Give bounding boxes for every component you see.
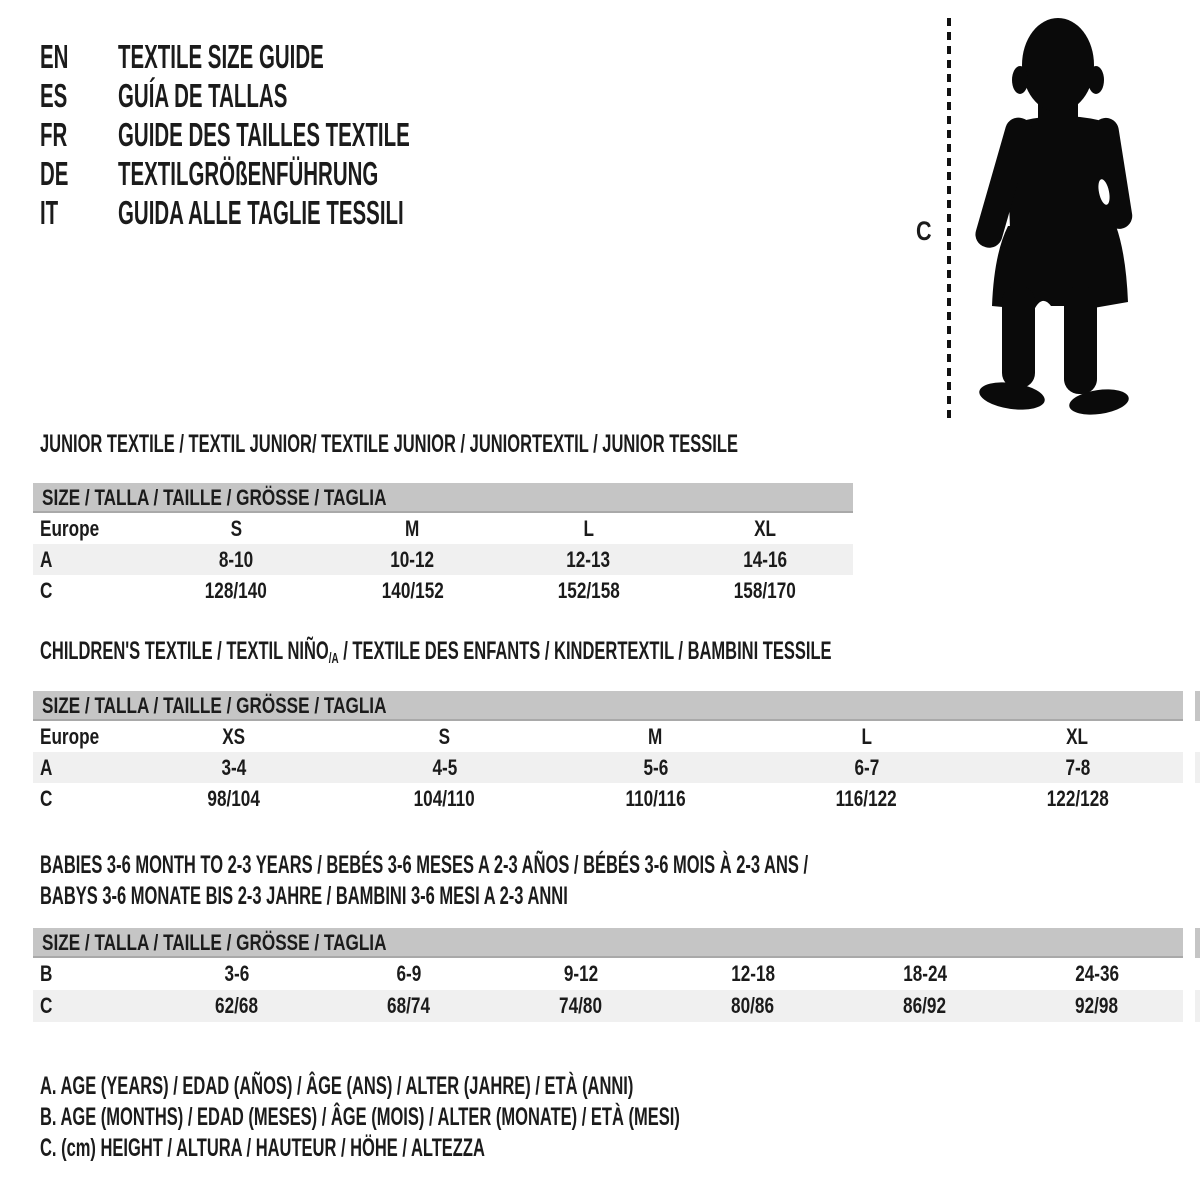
- row-label: [33, 752, 128, 783]
- cell-text: 104/110: [413, 786, 476, 811]
- cell-text: 7-8: [1065, 755, 1090, 780]
- table-cell: [323, 990, 495, 1022]
- table-row: [33, 575, 853, 606]
- legend-line-text: A. AGE (YEARS) / EDAD (AÑOS) / ÂGE (ANS) / ALTER (JAHRE) / ETÀ (ANNI): [40, 1072, 634, 1100]
- children-size-table: [33, 691, 1183, 814]
- legend-line: [40, 1133, 1009, 1164]
- cell-text: 158/170: [733, 578, 796, 603]
- table-cell: [550, 783, 761, 814]
- height-measure-label: C: [916, 216, 932, 246]
- cell-text: 18-24: [903, 961, 947, 986]
- table-row: [33, 721, 1183, 752]
- junior-section-heading: JUNIOR TEXTILE / TEXTIL JUNIOR/ TEXTILE JUNIOR / JUNIORTEXTIL / JUNIOR TESSILE: [40, 430, 738, 458]
- cell-text: 12-13: [566, 547, 611, 572]
- table-cell: [677, 575, 853, 606]
- size-header-bar: [33, 928, 1183, 958]
- table-cell: [839, 958, 1011, 990]
- size-header-label: SIZE / TALLA / TAILLE / GRÖSSE / TAGLIA: [42, 693, 387, 718]
- cell-text: M: [405, 516, 420, 541]
- row-label: [33, 783, 128, 814]
- cell-text: XL: [753, 516, 776, 541]
- table-cell: [550, 721, 761, 752]
- cell-text: C: [40, 578, 53, 603]
- language-label: GUÍA DE TALLAS: [118, 77, 288, 114]
- table-cell: [677, 544, 853, 575]
- table-cell: [128, 783, 339, 814]
- cell-text: 152/158: [557, 578, 620, 603]
- junior-size-table: [33, 483, 853, 606]
- babies-heading-line2: BABYS 3-6 MONATE BIS 2-3 JAHRE / BAMBINI 3-6 MESI A 2-3 ANNI: [40, 882, 568, 910]
- children-heading-suffix: / TEXTILE DES ENFANTS / KINDERTEXTIL / BAMBINI TESSILE: [338, 637, 832, 665]
- cell-text: A: [40, 755, 53, 780]
- language-code: EN: [40, 38, 69, 75]
- cell-text: 9-12: [563, 961, 599, 986]
- table-cell: [972, 752, 1183, 783]
- table-cell: [1011, 958, 1183, 990]
- cell-text: 122/128: [1046, 786, 1109, 811]
- children-heading-subscript: /A: [328, 650, 339, 667]
- table-cell: [677, 513, 853, 544]
- babies-size-table: [33, 928, 1183, 1022]
- table-cell: [667, 958, 839, 990]
- cell-text: 12-18: [731, 961, 775, 986]
- language-row: [40, 193, 589, 232]
- size-header-bar: [33, 483, 853, 513]
- table-cell: [128, 752, 339, 783]
- table-cell: [667, 990, 839, 1022]
- language-label: GUIDA ALLE TAGLIE TESSILI: [118, 194, 404, 231]
- table-cell: [761, 721, 972, 752]
- size-header-bar: [33, 691, 1183, 721]
- cell-text: 68/74: [387, 993, 431, 1018]
- table-cell: [323, 958, 495, 990]
- table-cell: [550, 752, 761, 783]
- cell-text: 3-6: [224, 961, 250, 986]
- table-cell: [324, 575, 500, 606]
- cell-text: B: [40, 961, 53, 986]
- table-edge-artifact: [1195, 990, 1200, 1022]
- language-label: TEXTILGRÖßENFÜHRUNG: [118, 155, 379, 192]
- language-title-block: [40, 37, 589, 232]
- language-row: [40, 37, 589, 76]
- table-cell: [501, 544, 677, 575]
- table-cell: [839, 990, 1011, 1022]
- cell-text: C: [40, 993, 53, 1018]
- language-row: [40, 154, 589, 193]
- row-label: [33, 575, 148, 606]
- table-row: [33, 752, 1183, 783]
- cell-text: S: [230, 516, 242, 541]
- cell-text: 6-9: [396, 961, 422, 986]
- table-edge-artifact: [1195, 752, 1200, 783]
- table-cell: [761, 783, 972, 814]
- babies-heading-line1: BABIES 3-6 MONTH TO 2-3 YEARS / BEBÉS 3-6 MESES A 2-3 AÑOS / BÉBÉS 3-6 MOIS À 2-3 ANS /: [40, 851, 809, 879]
- cell-text: Europe: [40, 516, 100, 541]
- language-code: FR: [40, 116, 68, 153]
- legend-block: [40, 1071, 1009, 1164]
- cell-text: 110/116: [625, 786, 686, 811]
- cell-text: 5-6: [643, 755, 668, 780]
- language-row: [40, 76, 589, 115]
- table-cell: [501, 575, 677, 606]
- cell-text: 8-10: [218, 547, 254, 572]
- language-code: ES: [40, 77, 68, 114]
- cell-text: XS: [222, 724, 245, 749]
- table-cell: [501, 513, 677, 544]
- language-code: DE: [40, 155, 69, 192]
- table-row: [33, 513, 853, 544]
- table-cell: [761, 752, 972, 783]
- cell-text: 140/152: [381, 578, 444, 603]
- cell-text: L: [861, 724, 872, 749]
- table-cell: [128, 721, 339, 752]
- table-cell: [151, 990, 323, 1022]
- table-cell: [339, 783, 550, 814]
- legend-line: [40, 1071, 1009, 1102]
- cell-text: A: [40, 547, 53, 572]
- cell-text: 3-4: [221, 755, 246, 780]
- language-label: GUIDE DES TAILLES TEXTILE: [118, 116, 410, 153]
- table-cell: [151, 958, 323, 990]
- cell-text: 98/104: [207, 786, 260, 811]
- row-label: [33, 990, 151, 1022]
- table-row: [33, 990, 1183, 1022]
- table-edge-artifact: [1195, 928, 1200, 958]
- table-cell: [324, 513, 500, 544]
- table-cell: [972, 783, 1183, 814]
- legend-line-text: B. AGE (MONTHS) / EDAD (MESES) / ÂGE (MOIS) / ALTER (MONATE) / ETÀ (MESI): [40, 1103, 680, 1131]
- cell-text: Europe: [40, 724, 100, 749]
- cell-text: M: [648, 724, 663, 749]
- children-heading-prefix: CHILDREN'S TEXTILE / TEXTIL NIÑO: [40, 637, 329, 665]
- size-header-label: SIZE / TALLA / TAILLE / GRÖSSE / TAGLIA: [42, 485, 387, 510]
- table-cell: [148, 575, 324, 606]
- table-cell: [972, 721, 1183, 752]
- table-row: [33, 783, 1183, 814]
- cell-text: 92/98: [1075, 993, 1119, 1018]
- table-cell: [1011, 990, 1183, 1022]
- cell-text: C: [40, 786, 53, 811]
- size-header-label: SIZE / TALLA / TAILLE / GRÖSSE / TAGLIA: [42, 930, 387, 955]
- table-row: [33, 544, 853, 575]
- cell-text: 6-7: [854, 755, 879, 780]
- cell-text: 74/80: [559, 993, 603, 1018]
- cell-text: 128/140: [205, 578, 268, 603]
- language-code: IT: [40, 194, 59, 231]
- cell-text: 14-16: [742, 547, 787, 572]
- table-edge-artifact: [1195, 691, 1200, 721]
- row-label: [33, 958, 151, 990]
- cell-text: 4-5: [432, 755, 457, 780]
- cell-text: S: [438, 724, 451, 749]
- table-cell: [495, 958, 667, 990]
- table-cell: [339, 752, 550, 783]
- table-cell: [339, 721, 550, 752]
- height-measure-dashed-line: [947, 18, 951, 418]
- table-cell: [324, 544, 500, 575]
- cell-text: 80/86: [731, 993, 775, 1018]
- table-cell: [148, 544, 324, 575]
- table-cell: [495, 990, 667, 1022]
- babies-section-heading: [40, 850, 1200, 912]
- children-section-heading: [40, 638, 1200, 672]
- table-row: [33, 958, 1183, 990]
- cell-text: XL: [1066, 724, 1089, 749]
- cell-text: 86/92: [903, 993, 947, 1018]
- language-label: TEXTILE SIZE GUIDE: [118, 38, 324, 75]
- row-label: [33, 544, 148, 575]
- legend-line: [40, 1102, 1009, 1133]
- row-label: [33, 721, 128, 752]
- language-row: [40, 115, 589, 154]
- cell-text: 24-36: [1075, 961, 1119, 986]
- cell-text: 62/68: [215, 993, 259, 1018]
- cell-text: L: [583, 516, 594, 541]
- cell-text: 116/122: [835, 786, 898, 811]
- legend-line-text: C. (cm) HEIGHT / ALTURA / HAUTEUR / HÖHE / ALTEZZA: [40, 1134, 485, 1162]
- toddler-silhouette-icon: [968, 16, 1136, 420]
- table-cell: [148, 513, 324, 544]
- cell-text: 10-12: [390, 547, 435, 572]
- row-label: [33, 513, 148, 544]
